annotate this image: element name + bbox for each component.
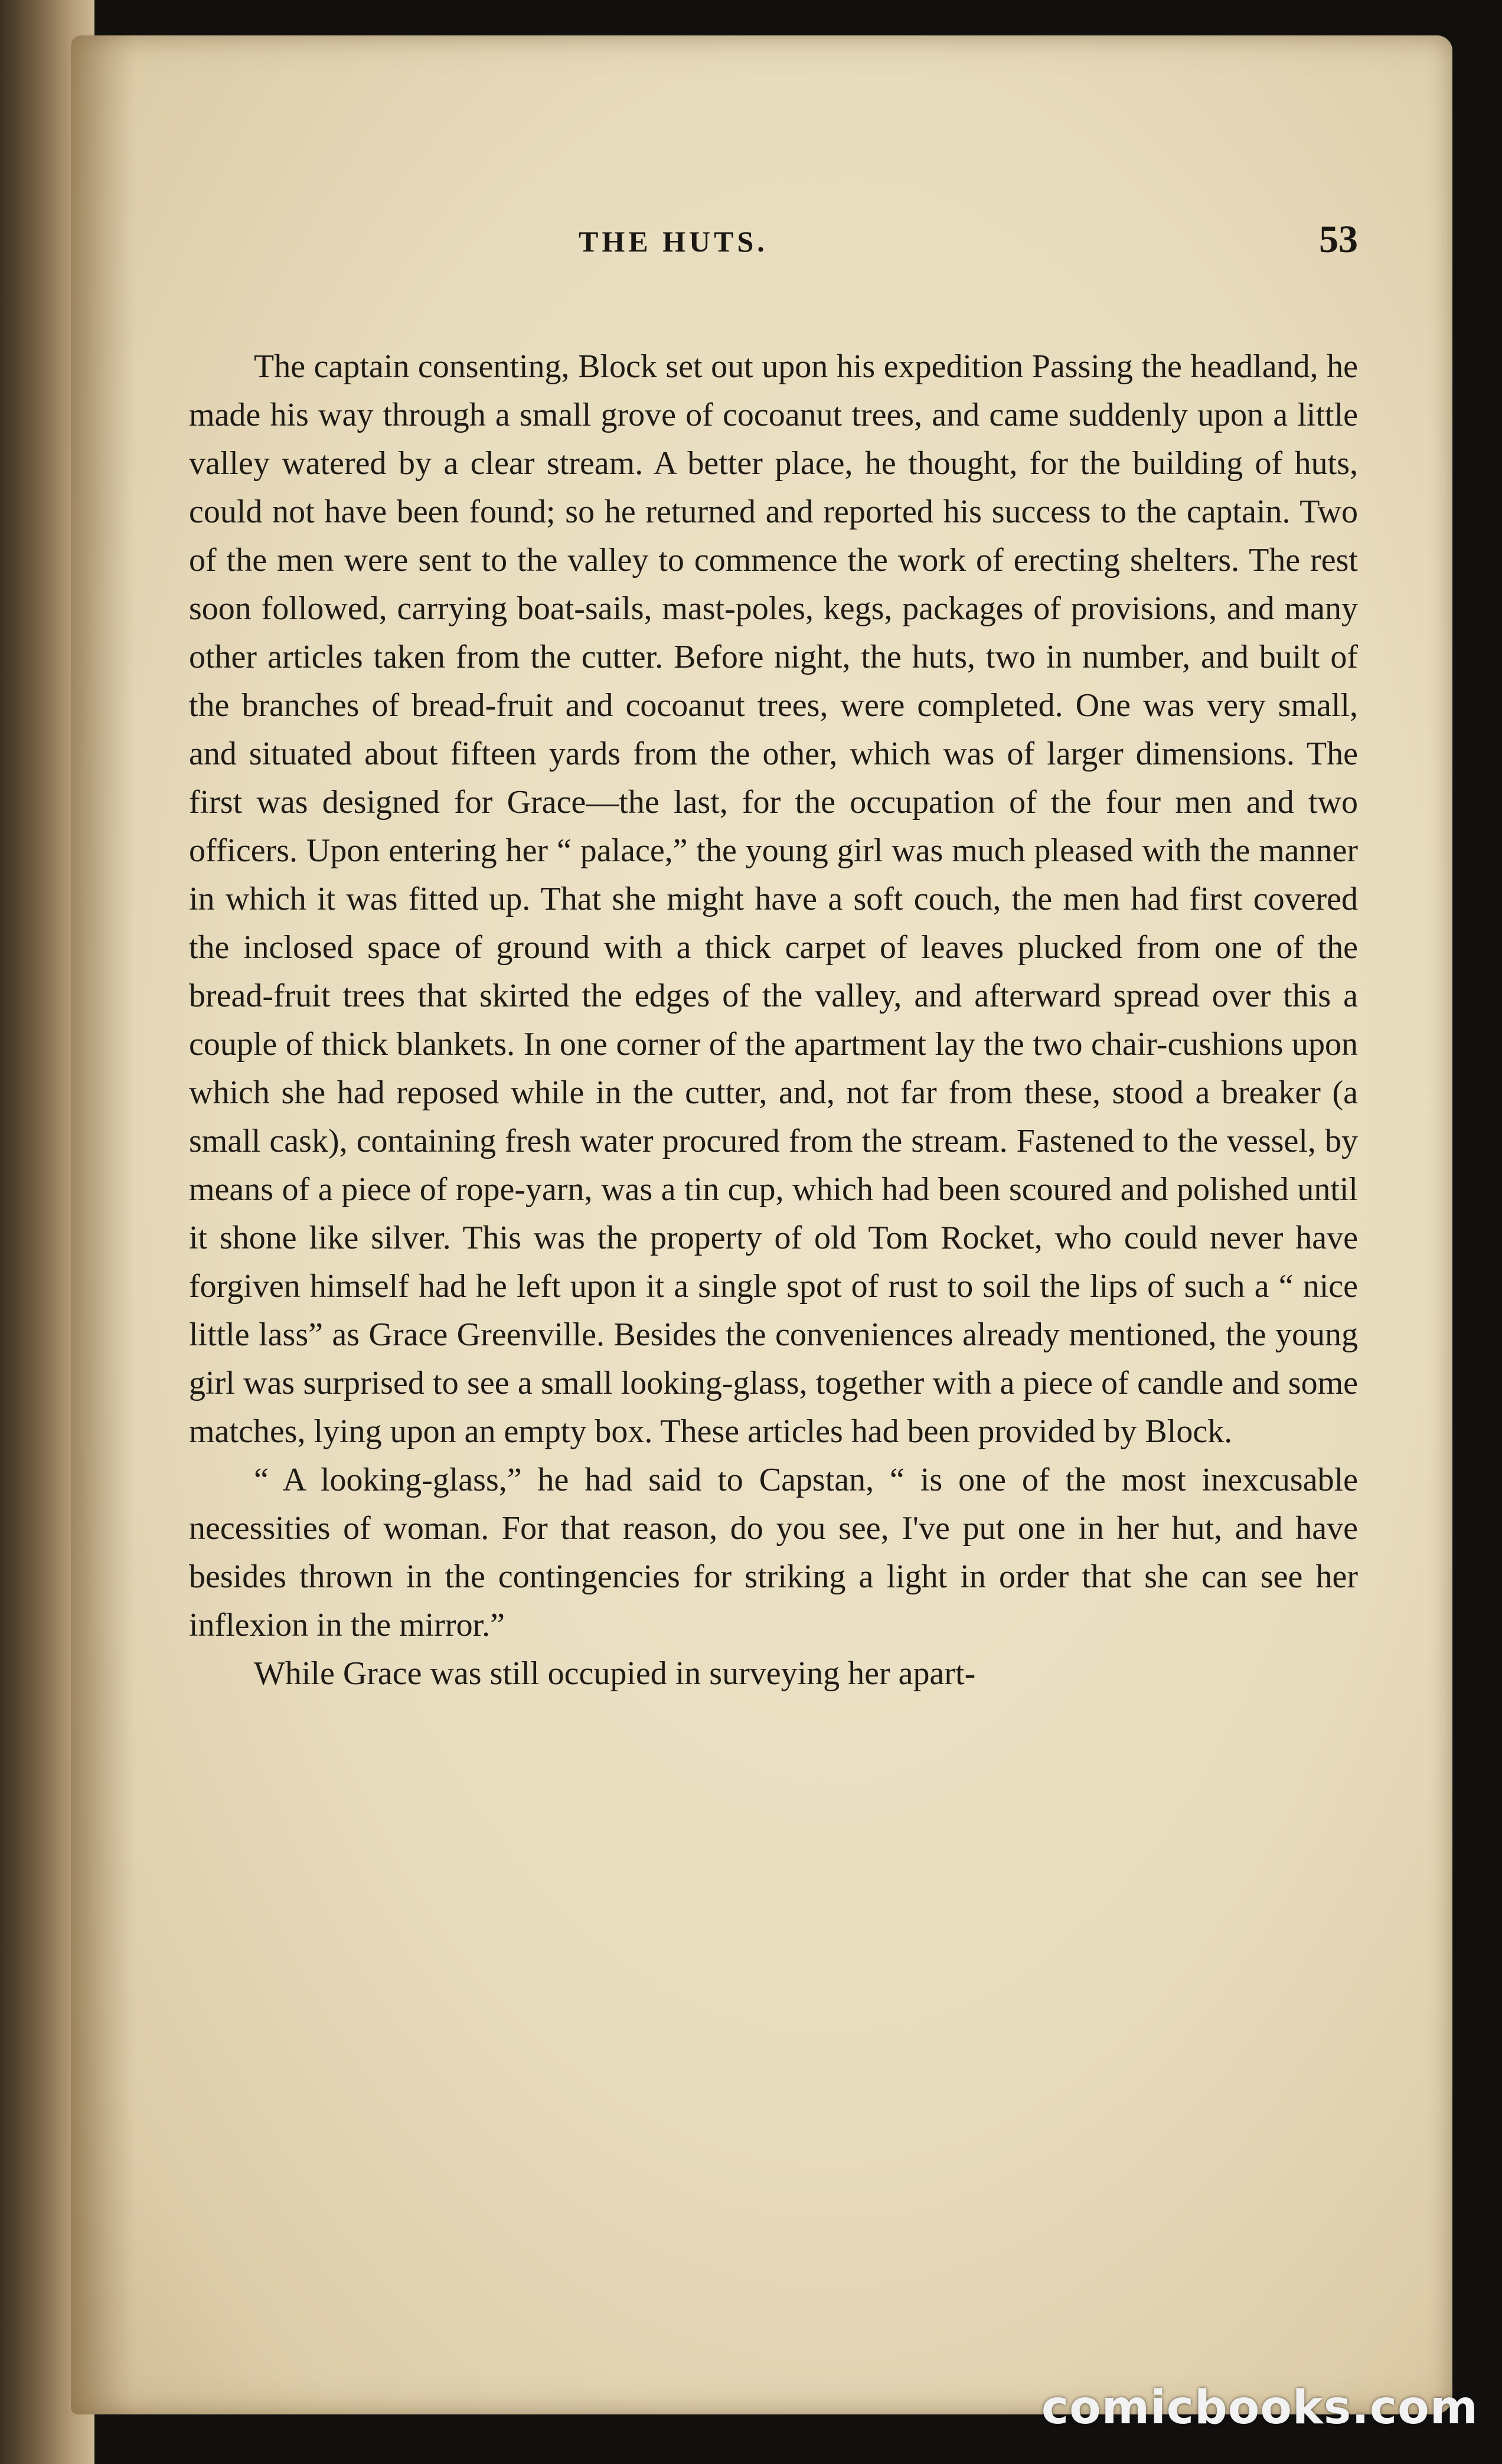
paragraph: The captain consenting, Block set out upon his expedition Passing the headland, he made his way through a small grove of cocoanut trees, and came suddenly upon a little valley watered by a clear stream. A better place, he thought, for the building of huts, could not have been found; so he returned and reported his success to the captain. Two of the men were sent to the valley to commence the work of erecting shelters. The rest soon followed, carrying boat-sails, mast-poles, kegs, packages of provisions, and many other articles taken from the cutter. Before night, the huts, two in number, and built of the branches of bread-fruit and cocoanut trees, were completed. One was very small, and situated about fifteen yards from the other, which was of larger dimensions. The first was designed for Grace—the last, for the occupation of the four men and two officers. Upon entering her “ palace,” the young girl was much pleased with the manner in which it was fitted up. That she might have a soft couch, the men had first covered the inclosed space of ground with a thick carpet of leaves plucked from one of the bread-fruit trees that skirted the edges of the valley, and afterward spread over this a couple of thick blankets. In one corner of the apartment lay the two chair-cushions upon which she had reposed while in the cutter, and, not far from these, stood a breaker (a small cask), containing fresh water procured from the stream. Fastened to the vessel, by means of a piece of rope-yarn, was a tin cup, which had been scoured and polished until it shone like silver. This was the property of old Tom Rocket, who could never have forgiven himself had he left upon it a single spot of rust to soil the lips of such a “ nice little lass” as Grace Greenville. Besides the conveniences already mentioned, the young girl was surprised to see a small looking-glass, together with a piece of candle and some matches, lying upon an empty box. These articles had been provided by Block. bbox=[189, 348, 1358, 1450]
page-header bbox=[71, 213, 1452, 272]
book-page bbox=[71, 35, 1452, 2414]
site-watermark: comicbooks.com bbox=[1041, 2381, 1478, 2434]
page-body-text bbox=[189, 342, 1358, 1698]
paragraph: “ A looking-glass,” he had said to Capstan, “ is one of the most inexcusable necessities of woman. For that reason, do you see, I've put one in her hut, and have besides thrown in the contingencies for striking a light in order that she can see her inflexion in the mirror.” bbox=[189, 1462, 1358, 1643]
page-number: 53 bbox=[1319, 218, 1358, 261]
paragraph: While Grace was still occupied in surveying her apart- bbox=[254, 1655, 976, 1692]
running-head: THE HUTS. bbox=[579, 225, 768, 258]
